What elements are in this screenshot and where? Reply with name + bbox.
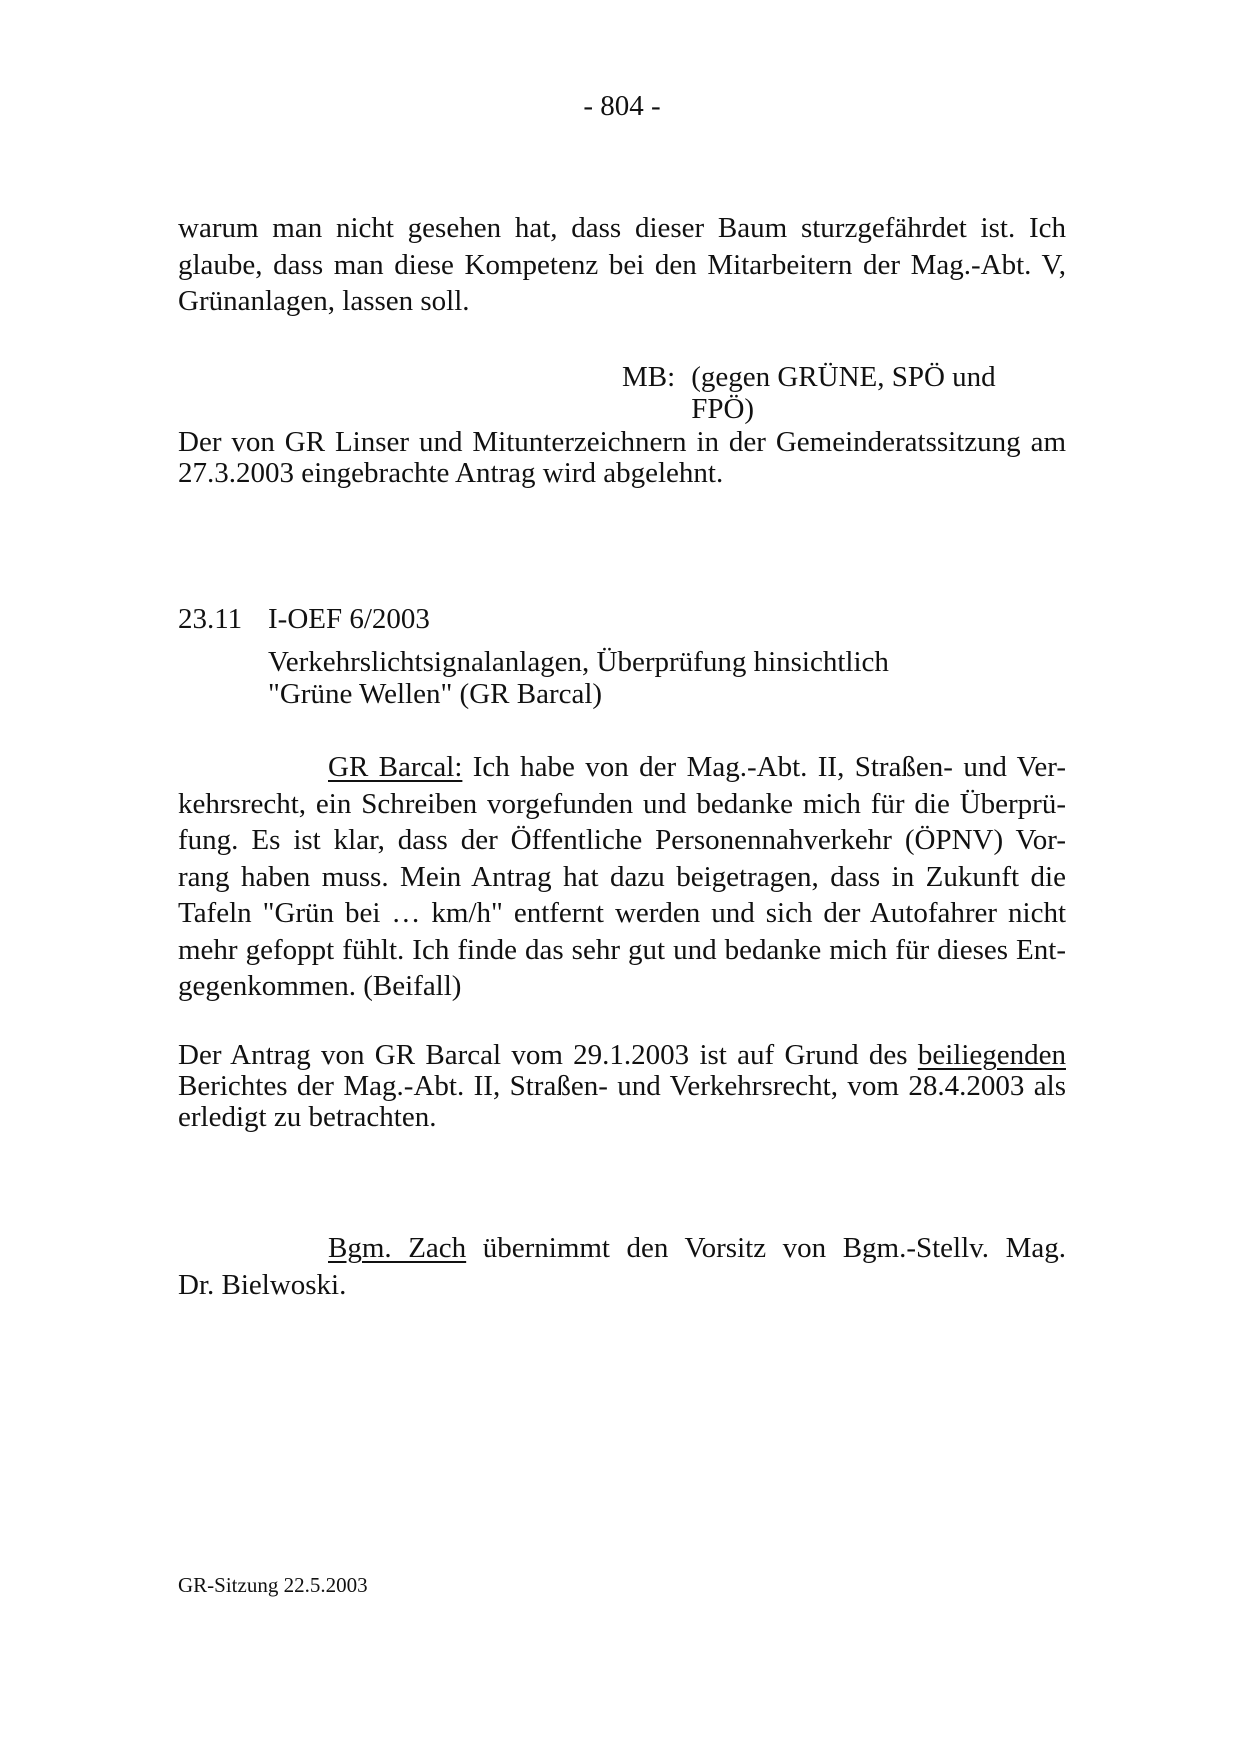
chair-change-text: übernimmt den Vorsitz von Bgm.-Stellv. Mag.	[466, 1232, 1066, 1264]
chair-name: Bgm. Zach	[328, 1232, 467, 1264]
text-line: Tafeln "Grün bei … km/h" entfernt werden und sich der Autofahrer nicht	[178, 897, 1066, 929]
vote-result-label: MB:	[622, 361, 676, 393]
text-line: kehrsrecht, ein Schreiben vorgefunden und bedanke mich für die Überprü-	[178, 787, 1066, 820]
agenda-item-heading	[178, 603, 1066, 635]
text-line: Berichtes der Mag.-Abt. II, Straßen- und Verkehrsrecht, vom 28.4.2003 als	[178, 1070, 1066, 1102]
text-line: FPÖ)	[691, 393, 755, 425]
text-line: Der von GR Linser und Mitunterzeichnern in der Gemeinderatssitzung am	[178, 426, 1066, 458]
speech-text: Ich habe von der Mag.-Abt. II, Straßen- und Ver-	[462, 751, 1066, 783]
speech-paragraph	[178, 749, 1066, 1005]
page-number: - 804 -	[583, 90, 661, 122]
resolution-paragraph-1	[178, 427, 1066, 489]
text-line: warum man nicht gesehen hat, dass dieser Baum sturzgefährdet ist. Ich	[178, 212, 1066, 244]
agenda-item-code: I-OEF 6/2003	[268, 603, 430, 635]
opening-paragraph	[178, 210, 1066, 320]
text-line: glaube, dass man diese Kompetenz bei den Mitarbeitern der Mag.-Abt. V,	[178, 248, 1066, 281]
speaker-name: GR Barcal:	[328, 751, 463, 783]
text-line: mehr gefoppt fühlt. Ich finde das sehr gut und bedanke mich für dieses Ent-	[178, 933, 1066, 966]
text-line: erledigt zu betrachten.	[178, 1101, 437, 1133]
agenda-item-number: 23.11	[178, 603, 243, 635]
text-line	[178, 1230, 1066, 1267]
text-line: (gegen GRÜNE, SPÖ und	[691, 361, 996, 393]
vote-result-text	[691, 361, 996, 425]
resolution-paragraph-2	[178, 1040, 1066, 1133]
text-line: Grünanlagen, lassen soll.	[178, 285, 470, 317]
vote-result	[622, 361, 996, 425]
text-line: gegenkommen. (Beifall)	[178, 970, 462, 1002]
underlined-reference: beiliegenden	[917, 1039, 1066, 1071]
text-line: rang haben muss. Mein Antrag hat dazu beigetragen, dass in Zukunft die	[178, 860, 1066, 893]
text-line: 27.3.2003 eingebrachte Antrag wird abgelehnt.	[178, 457, 724, 489]
page-footer: GR-Sitzung 22.5.2003	[178, 1573, 368, 1597]
text-line: Dr. Bielwoski.	[178, 1268, 347, 1301]
agenda-item-subtitle	[268, 646, 1066, 710]
text-line	[178, 1040, 1066, 1071]
text-line	[178, 749, 1066, 786]
chair-change-paragraph	[178, 1230, 1066, 1303]
text-line: fung. Es ist klar, dass der Öffentliche Personennahverkehr (ÖPNV) Vor-	[178, 824, 1066, 856]
text-line: Verkehrslichtsignalanlagen, Überprüfung hinsichtlich	[268, 646, 889, 678]
text-line: "Grüne Wellen" (GR Barcal)	[268, 678, 603, 710]
resolution-text: Der Antrag von GR Barcal vom 29.1.2003 ist auf Grund des	[178, 1039, 918, 1071]
